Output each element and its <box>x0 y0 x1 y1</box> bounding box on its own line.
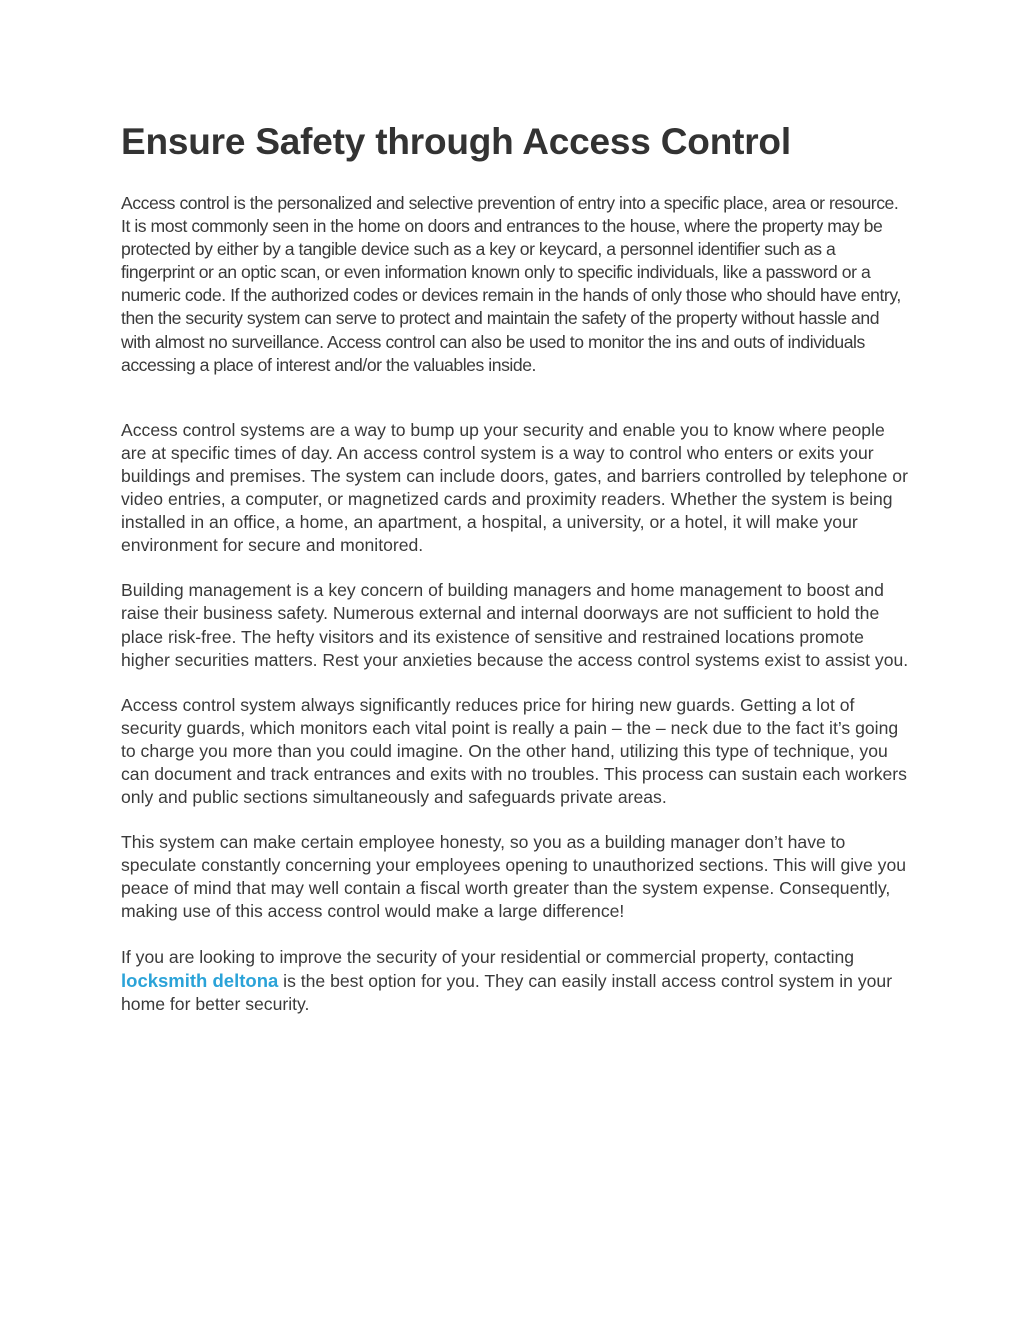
intro-paragraph: Access control is the personalized and selective prevention of entry into a specific place, area or resource. It is most commonly seen in the home on doors and entrances to the house, where the property may be protected by either by a tangible device such as a key or keycard, a personnel identifier such as a fingerprint or an optic scan, or even information known only to specific individuals, like a password or a numeric code. If the authorized codes or devices remain in the hands of only those who should have entry, then the security system can serve to protect and maintain the safety of the property without hassle and with almost no surveillance. Access control can also be used to monitor the ins and outs of individuals accessing a place of interest and/or the valuables inside. <box>121 193 901 375</box>
paragraph-reduce-guard-cost: Access control system always significantly reduces price for hiring new guards. Getting a lot of security guards, which monitors each vital point is really a pain – the – neck due to the fact it’s going to charge you more than you could imagine. On the other hand, utilizing this type of technique, you can document and track entrances and exits with no troubles. This process can sustain each workers only and public sections simultaneously and safeguards private areas. <box>121 694 907 808</box>
closing-text-after-link: is the best option for you. They can easily install access control system in your home for better security. <box>121 970 893 1014</box>
closing-paragraph <box>121 946 911 1016</box>
paragraph-employee-honesty: This system can make certain employee honesty, so you as a building manager don’t have to speculate constantly concerning your employees opening to unauthorized sections. This will give you peace of mind that may well contain a fiscal worth greater than the system expense. Consequently, making use of this access control would make a large difference! <box>121 832 907 922</box>
closing-text-before-link: If you are looking to improve the security of your residential or commercial property, contacting <box>121 946 855 967</box>
locksmith-deltona-link[interactable]: locksmith deltona <box>121 969 279 991</box>
page-title: Ensure Safety through Access Control <box>121 121 791 162</box>
document-page <box>121 118 911 1038</box>
paragraph-building-management: Building management is a key concern of building managers and home management to boost and raise their business safety. Numerous external and internal doorways are not sufficient to hold the place risk-free. The hefty visitors and its existence of sensitive and restrained locations promote higher securities matters. Rest your anxieties because the access control systems exist to assist you. <box>121 580 909 670</box>
paragraph-access-control-systems: Access control systems are a way to bump up your security and enable you to know where people are at specific times of day. An access control system is a way to control who enters or exits your buildings and premises. The system can include doors, gates, and barriers controlled by telephone or video entries, a computer, or magnetized cards and proximity readers. Whether the system is being installed in an office, a home, an apartment, a hospital, a university, or a hotel, it will make your environment for secure and monitored. <box>121 419 908 556</box>
